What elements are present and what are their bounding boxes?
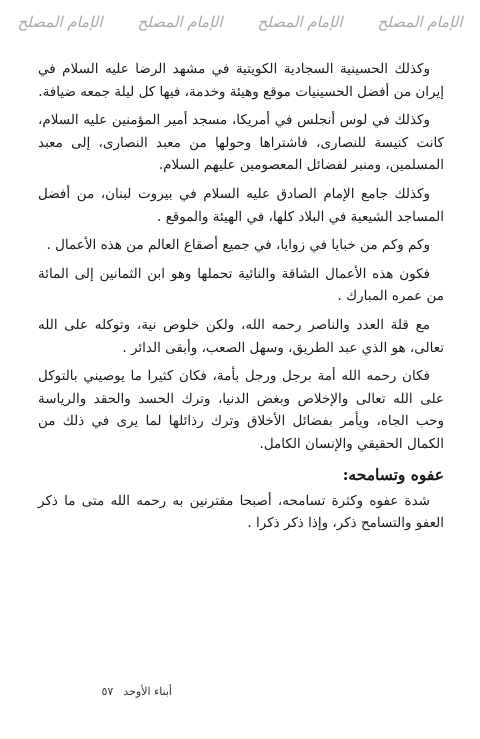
banner-text: الإمام المصلح [257,13,343,31]
body-paragraph: فكان رحمه الله أمة برجل ورجل بأمة، فكان كثيرا ما يوصيني بالتوكل على الله تعالى والإخلاص وبغض الدنيا، وترك الحسد والحقد والرياسة وحب الجاه، ويأمر بفضائل الأخلاق وترك رذائلها لما يرى في ذلك من الكمال الحقيقي والإنسان الكامل. [38,368,444,452]
page-footer [62,682,172,700]
body-paragraph: وكذلك في لوس أنجلس في أمريكا، مسجد أمير المؤمنين عليه السلام، كانت كنيسة للنصارى، فاشتراها وحولها من معبد النصارى، إلى معبد المسلمين، ومنبر لفضائل المعصومين عليهم السلام. [38,112,444,174]
page-body [38,58,444,688]
body-paragraph: وكذلك جامع الإمام الصادق عليه السلام في بيروت لبنان، من أفضل المساجد الشيعية في البلاد كلها، في الهيئة والموقع . [38,185,444,225]
body-paragraph: وكذلك الحسينية السجادية الكويتية في مشهد الرضا عليه السلام في إيران من أفضل الحسينيات موقع وهيئة وخدمة، فيها كل ليلة جمعه ضيافة. [38,61,444,100]
banner-text: الإمام المصلح [137,13,223,31]
banner-text: الإمام المصلح [377,13,463,31]
body-paragraph: فكون هذه الأعمال الشاقة والنائية تحملها وهو ابن الثمانين إلى المائة من عمره المبارك . [38,265,444,305]
body-paragraph: مع قلة العدد والناصر رحمه الله، ولكن خلوص نية، وتوكله على الله تعالى، هو الذي عبد الطريق، وسهل الصعب، وأبقى الدائر . [38,316,444,356]
running-title: أبناء الأوحد [123,684,172,698]
decorative-header-banner [0,0,480,44]
section-paragraph: شدة عفوه وكثرة تسامحه، أصبحا مقترنين به رحمه الله متى ما ذكر العفو والتسامح ذكر، وإذا ذكر ذكرا . [38,492,444,532]
page-number: ٥٧ [101,684,114,698]
body-paragraph: وكم وكم من خبايا في زوايا، في جميع أصقاع العالم من هذه الأعمال . [46,237,430,254]
section-heading: عفوه وتسامحه: [342,464,444,484]
banner-text: الإمام المصلح [17,13,103,31]
